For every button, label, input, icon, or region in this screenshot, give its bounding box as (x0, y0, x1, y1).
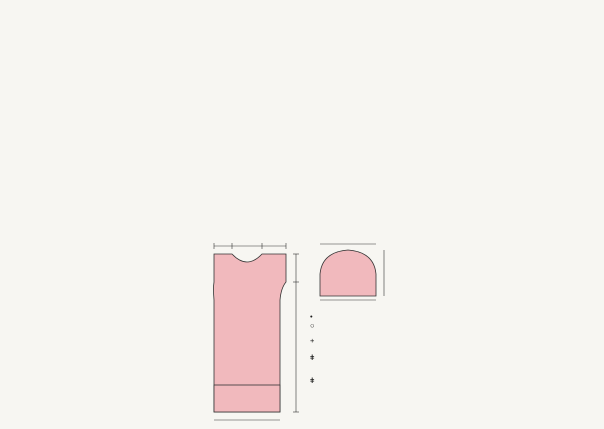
fancy-pattern-chart (398, 306, 602, 426)
sleeve-schematic (310, 238, 392, 304)
slip-stitch-icon: • (310, 312, 313, 321)
instructions-column (6, 3, 202, 5)
front-back-schematic (206, 240, 311, 426)
double-crochet-icon: ǂ (310, 353, 315, 362)
treble-crochet-icon: ǂ (310, 376, 315, 385)
chain-icon: ○ (310, 321, 315, 330)
single-crochet-icon: + (310, 336, 315, 345)
motif-chart (262, 8, 602, 236)
stitch-legend (310, 312, 390, 385)
